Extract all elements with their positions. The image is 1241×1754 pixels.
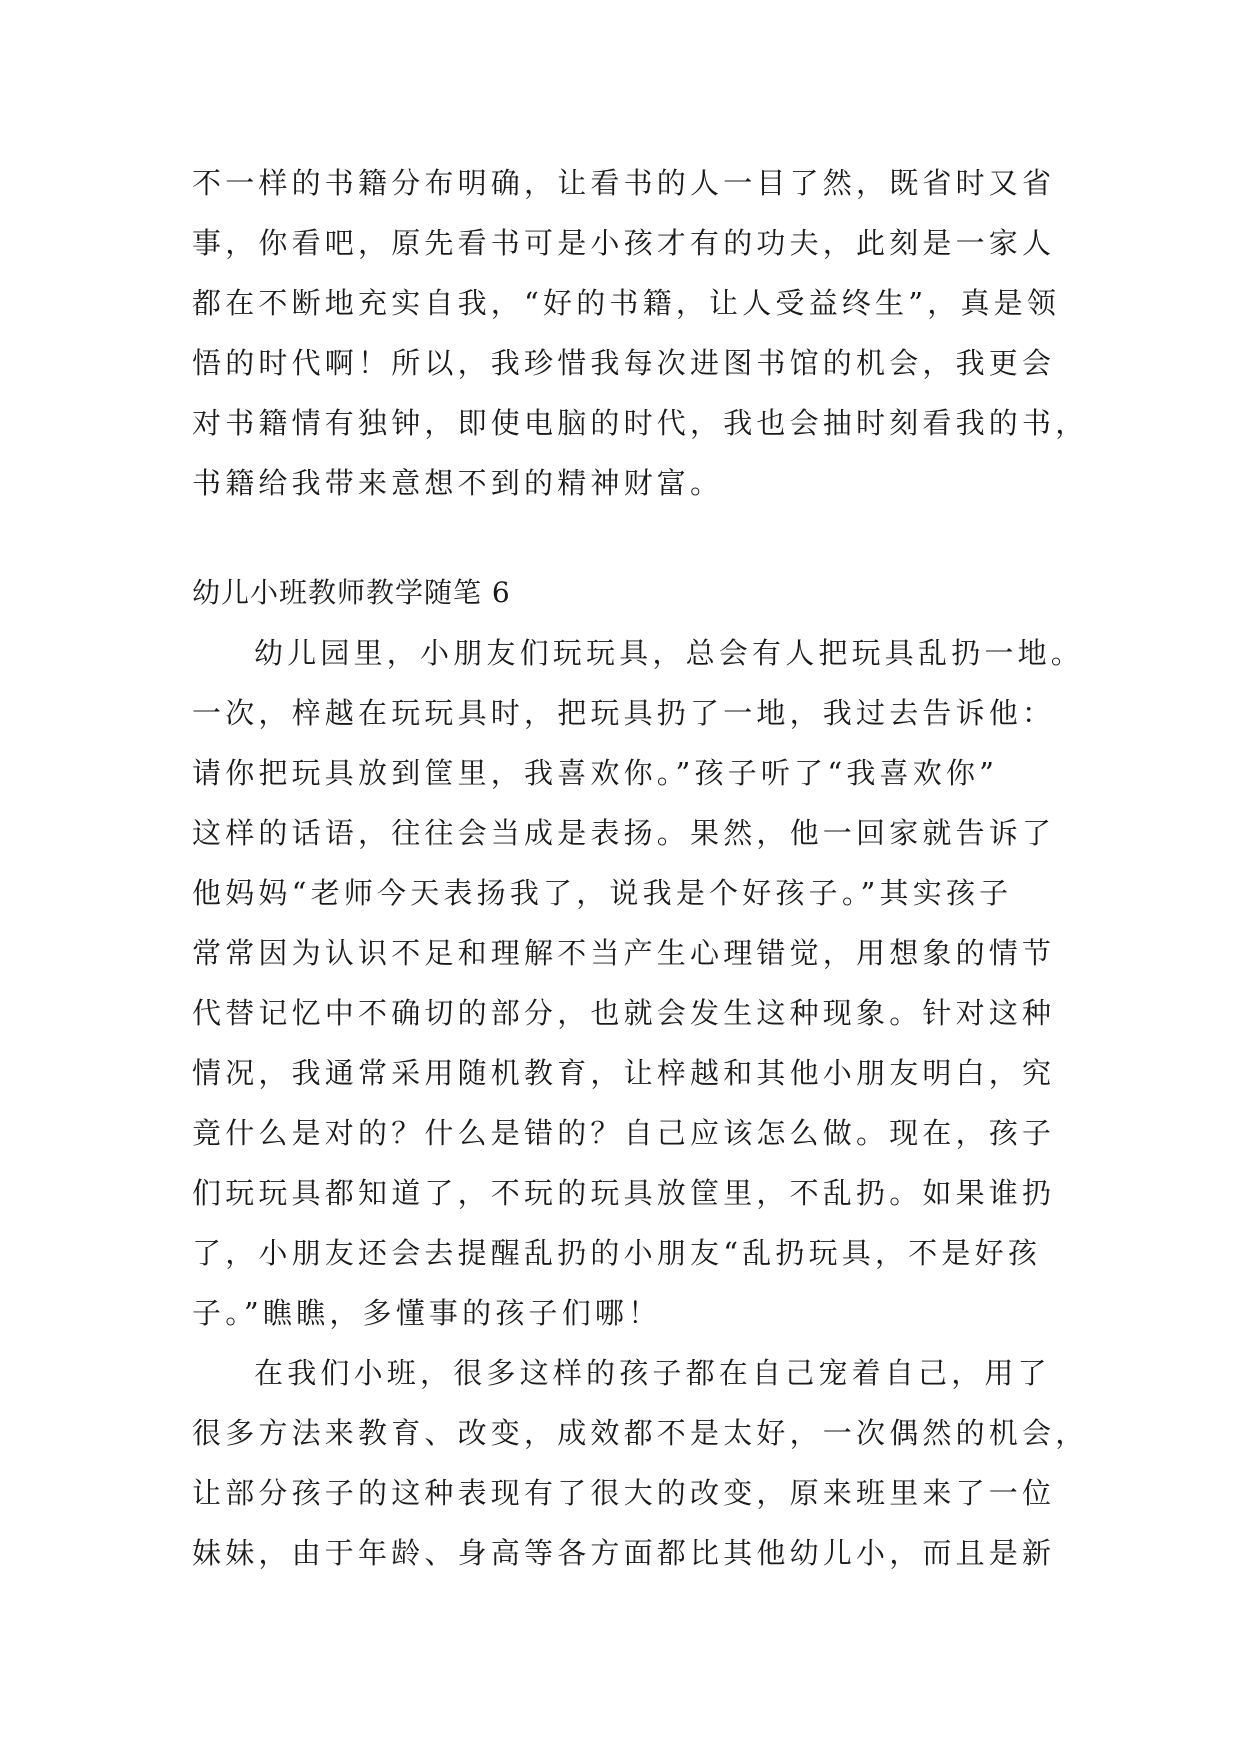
text-line: 事，你看吧，原先看书可是小孩才有的功夫，此刻是一家人: [192, 226, 1056, 260]
section-heading: 幼儿小班教师教学随笔 6: [192, 576, 511, 609]
text-line: 情况，我通常采用随机教育，让梓越和其他小朋友明白，究: [192, 1056, 1056, 1090]
text-line: 一次，梓越在玩玩具时，把玩具扔了一地，我过去告诉他：: [192, 696, 1056, 730]
text-line: 书籍给我带来意想不到的精神财富。: [192, 466, 724, 500]
text-line: 很多方法来教育、改变，成效都不是太好，一次偶然的机会，: [192, 1416, 1089, 1450]
text-line: 子。”瞧瞧，多懂事的孩子们哪！: [192, 1296, 662, 1330]
text-line: 这样的话语，往往会当成是表扬。果然，他一回家就告诉了: [192, 816, 1056, 850]
text-line: 让部分孩子的这种表现有了很大的改变，原来班里来了一位: [192, 1476, 1056, 1510]
text-line: 竟什么是对的？什么是错的？自己应该怎么做。现在，孩子: [192, 1116, 1056, 1150]
text-line: 对书籍情有独钟，即使电脑的时代，我也会抽时刻看我的书，: [192, 406, 1089, 440]
text-line: 不一样的书籍分布明确，让看书的人一目了然，既省时又省: [192, 166, 1056, 200]
text-line: 代替记忆中不确切的部分，也就会发生这种现象。针对这种: [192, 996, 1056, 1030]
text-line: 在我们小班，很多这样的孩子都在自己宠着自己，用了: [254, 1356, 1051, 1390]
text-line: 他妈妈“老师今天表扬我了，说我是个好孩子。”其实孩子: [192, 876, 1013, 910]
text-line: 妹妹，由于年龄、身高等各方面都比其他幼儿小，而且是新: [192, 1536, 1056, 1570]
text-line: 都在不断地充实自我，“好的书籍，让人受益终生”，真是领: [192, 286, 1061, 320]
text-line: 幼儿园里，小朋友们玩玩具，总会有人把玩具乱扔一地。: [254, 636, 1085, 670]
text-line: 了，小朋友还会去提醒乱扔的小朋友“乱扔玩具，不是好孩: [192, 1236, 1042, 1270]
text-line: 们玩玩具都知道了，不玩的玩具放筐里，不乱扔。如果谁扔: [192, 1176, 1056, 1210]
text-line: 悟的时代啊！所以，我珍惜我每次进图书馆的机会，我更会: [192, 346, 1056, 380]
text-line: 常常因为认识不足和理解不当产生心理错觉，用想象的情节: [192, 936, 1056, 970]
text-line: 请你把玩具放到筐里，我喜欢你。”孩子听了“我喜欢你”: [192, 756, 999, 790]
